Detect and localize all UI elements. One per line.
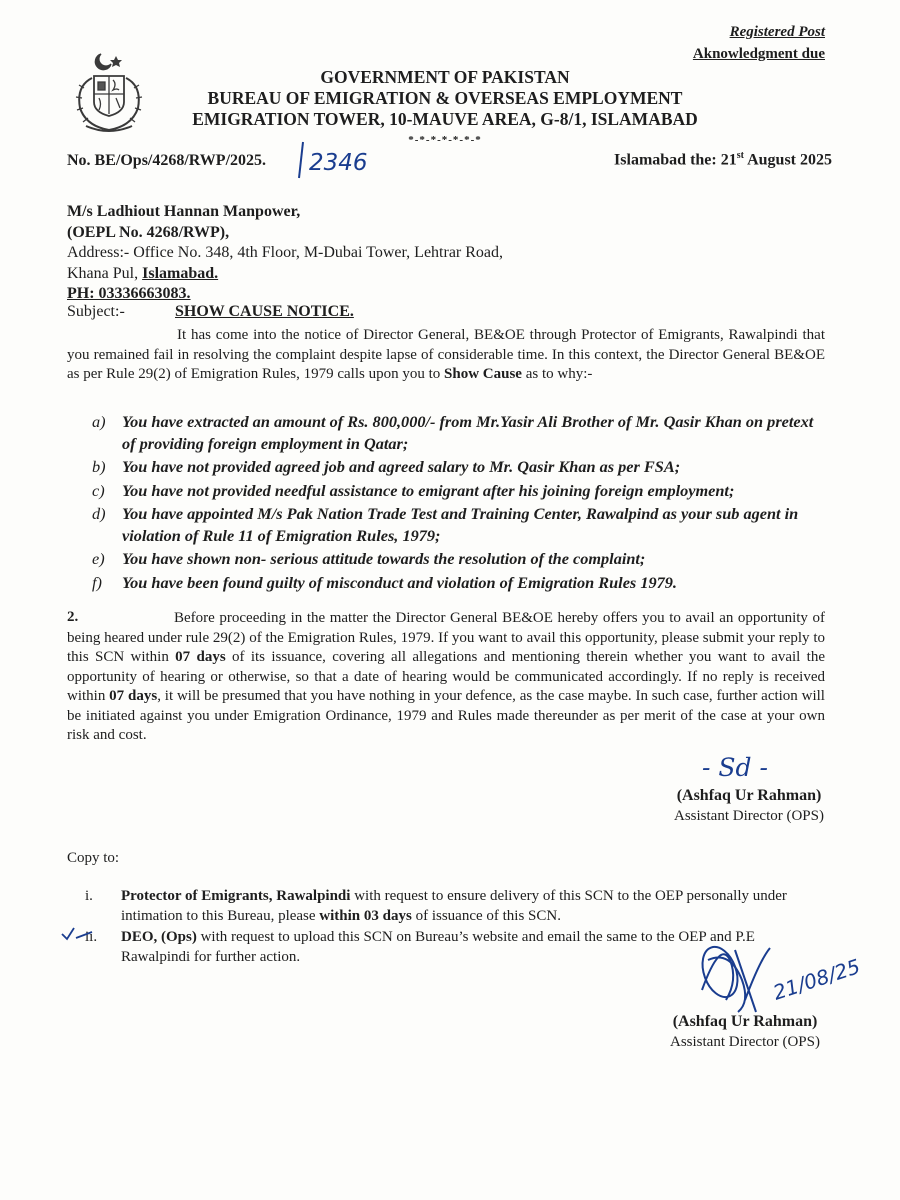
addressee-address-line1: Address:- Office No. 348, 4th Floor, M-Dubai Tower, Lehtrar Road, — [67, 244, 504, 261]
addressee-block — [67, 202, 503, 305]
svg-text:21/08/25: 21/08/25 — [770, 954, 863, 1005]
allegation-item: c) You have not provided needful assistance to emigrant after his joining foreign employment; — [92, 480, 735, 500]
letterhead-line-address: EMIGRATION TOWER, 10-MAUVE AREA, G-8/1, ISLAMABAD — [192, 109, 698, 129]
signatory-designation: Assistant Director (OPS) — [670, 1034, 820, 1050]
letterhead-line-government: GOVERNMENT OF PAKISTAN — [320, 67, 570, 87]
signatory-name: (Ashfaq Ur Rahman) — [676, 787, 822, 804]
allegation-item: a) You have extracted an amount of Rs. 800,000/- from Mr.Yasir Ali Brother of Mr. Qasir Khan on pretext of providing foreign employment in Qatar; — [92, 412, 814, 453]
paragraph-2-number: 2. — [67, 609, 79, 625]
allegation-item: d) You have appointed M/s Pak Nation Trade Test and Training Center, Rawalpind as your sub agent in violation of Rule 11 of Emigration Rules, 1979; — [92, 504, 799, 545]
issue-date: Islamabad the: 21st August 2025 — [614, 150, 832, 169]
intro-paragraph: It has come into the notice of Director General, BE&OE through Protector of Emigrants, Rawalpindi that you remained fail in resolving the complaint despite lapse of considerable time. In this context, the Director General BE&OE as per Rule 29(2) of Emigration Rules, 1979 calls upon you to Show Cause as to why:- — [67, 327, 825, 382]
svg-text:- Sd -: - Sd - — [702, 753, 768, 782]
reference-number: No. BE/Ops/4268/RWP/2025. — [67, 152, 267, 169]
handwritten-sd-mark — [700, 748, 800, 784]
allegation-item: f) You have been found guilty of misconduct and violation of Emigration Rules 1979. — [92, 572, 677, 592]
svg-text:2346: 2346 — [309, 150, 368, 176]
allegation-item: b) You have not provided agreed job and agreed salary to Mr. Qasir Khan as per FSA; — [92, 457, 681, 476]
paragraph-2: Before proceeding in the matter the Director General BE&OE hereby offers you to avail an opportunity of being heared under rule 29(2) of the Emigration Rules, 1979. If you want to avail this opportunity, please submit your reply to this SCN within 07 days of its issuance, covering all allegations and mentioning therein whether you want to avail the opportunity of hearing or otherwise, so that a date of hearing would be communicated accordingly. If no reply is received within 07 days, it will be presumed that you have nothing in your defence, as the case maybe. In such case, further action will be initiated against you under Emigration Ordinance, 1979 and Rules made thereunder as per merit of the case at your own risk and cost. — [67, 610, 825, 743]
letterhead-line-bureau: BUREAU OF EMIGRATION & OVERSEAS EMPLOYMENT — [207, 88, 683, 108]
handwritten-tick-mark — [60, 926, 94, 942]
signatory-designation: Assistant Director (OPS) — [674, 808, 824, 824]
signature-block-1 — [674, 785, 824, 827]
signature-block-2 — [670, 1011, 820, 1053]
government-emblem-icon — [64, 48, 154, 138]
copy-to-item: ii. DEO, (Ops) with request to upload this SCN on Bureau’s website and email the same to the OEP and P.E Rawalpindi for further action. — [85, 929, 755, 965]
acknowledgment-due-label: Aknowledgment due — [692, 46, 825, 62]
copy-to-label: Copy to: — [67, 850, 120, 866]
subject-text: SHOW CAUSE NOTICE. — [175, 303, 354, 320]
allegation-item: e) You have shown non- serious attitude towards the resolution of the complaint; — [92, 549, 646, 568]
signatory-name: (Ashfaq Ur Rahman) — [672, 1013, 818, 1030]
addressee-oepl: (OEPL No. 4268/RWP), — [67, 223, 230, 241]
subject-label: Subject:- — [67, 303, 125, 320]
addressee-name: M/s Ladhiout Hannan Manpower, — [67, 203, 301, 220]
addressee-phone: PH: 03336663083. — [67, 285, 191, 302]
handwritten-reference-number — [297, 138, 377, 183]
copy-to-item: i. Protector of Emigrants, Rawalpindi with request to ensure delivery of this SCN to the OEP personally under intimation to this Bureau, please within 03 days of issuance of this SCN. — [85, 888, 787, 924]
addressee-address-line2: Khana Pul, Islamabad. — [67, 264, 219, 282]
letterhead-stars: *-*-*-*-*-*-* — [408, 134, 482, 146]
allegations-list — [92, 411, 827, 595]
registered-post-label: Registered Post — [729, 24, 825, 40]
letterhead — [150, 67, 740, 151]
